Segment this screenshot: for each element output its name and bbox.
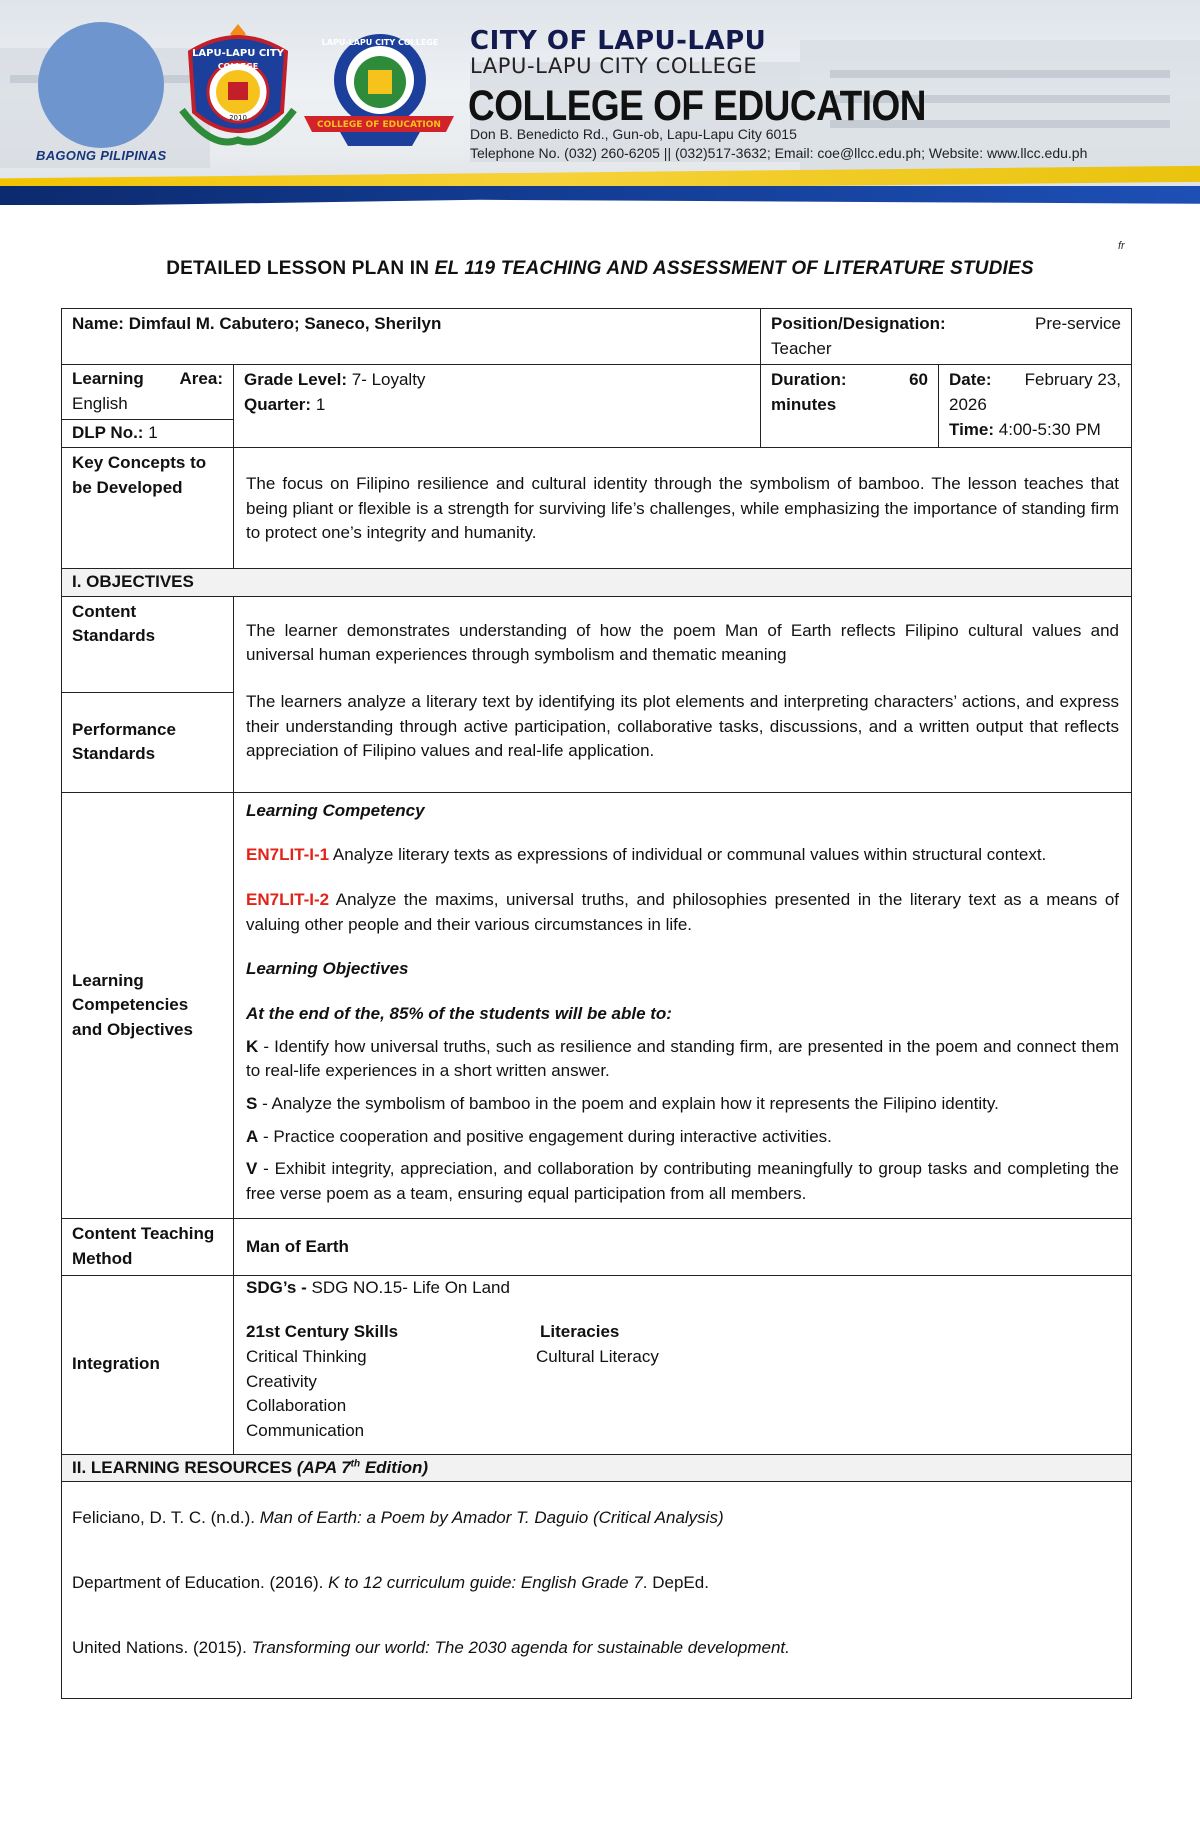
header-college: LAPU-LAPU CITY COLLEGE: [470, 54, 758, 78]
list-item: Cultural Literacy: [536, 1347, 659, 1367]
list-item: Collaboration: [246, 1396, 347, 1416]
table-row: [62, 1454, 1132, 1482]
objective-a-label: A: [246, 1126, 259, 1146]
performance-standards-text: The learners analyze a literary text by identifying its plot elements and interpreting characters’ actions, and express their understanding through active participation, collaborative tasks, discussions, and a written output that reflects appreciation of Filipino values and real-life application.: [246, 692, 1120, 761]
time-label: Time:: [949, 419, 995, 439]
learning-objectives-heading: Learning Objectives: [246, 959, 409, 979]
position-label: Position/Designation:: [771, 314, 946, 333]
literacies-column: [536, 1320, 826, 1443]
title-course: EL 119 TEACHING AND ASSESSMENT OF LITERATURE STUDIES: [434, 258, 1034, 279]
table-row: [62, 1482, 1132, 1699]
quarter-label: Quarter:: [244, 394, 312, 414]
section-objectives: I. OBJECTIVES: [62, 569, 1132, 597]
reference-item: Department of Education. (2016). K to 12 curriculum guide: English Grade 7. DepEd.: [72, 1572, 709, 1592]
quarter-value: 1: [315, 394, 326, 414]
learning-area-cell: [62, 365, 234, 448]
duration-cell: [761, 365, 939, 448]
name-label: Name:: [72, 314, 124, 333]
table-row: [62, 1275, 1132, 1454]
objective-k-label: K: [246, 1036, 259, 1056]
dlp-label: DLP No.:: [72, 422, 144, 442]
header-banner: [0, 0, 1200, 205]
objective-s-label: S: [246, 1093, 258, 1113]
svg-text:LAPU-LAPU CITY: LAPU-LAPU CITY: [192, 48, 284, 59]
objective-k-text: - Identify how universal truths, such as resilience and standing firm, are presented in the poem and connect them to real-life experiences in a short written answer.: [246, 1036, 1120, 1081]
document-title: [0, 258, 1200, 280]
objective-v-text: - Exhibit integrity, appreciation, and collaboration by contributing meaningfully to group tasks and completing the free verse poem as a team, ensuring equal participation from all members.: [246, 1159, 1120, 1203]
svg-text:LAPU-LAPU CITY COLLEGE: LAPU-LAPU CITY COLLEGE: [321, 38, 439, 47]
date-cell: [939, 365, 1132, 448]
header-address: Don B. Benedicto Rd., Gun-ob, Lapu-Lapu City 6015: [470, 126, 797, 142]
competency-text: Analyze literary texts as expressions of individual or communal values within structural context.: [329, 845, 1047, 865]
banner-window-row: [830, 70, 1170, 78]
date-label: Date:: [949, 370, 992, 390]
bagong-pilipinas-logo: [38, 22, 164, 148]
content-standards-text: The learner demonstrates understanding of how the poem Man of Earth reflects Filipino cultural values and universal human experiences through symbolism and thematic meaning: [246, 620, 1120, 665]
college-of-education-seal-logo: [300, 30, 458, 148]
reference-item: United Nations. (2015). Transforming our world: The 2030 agenda for sustainable development.: [72, 1637, 790, 1657]
competency-text: Analyze the maxims, universal truths, and philosophies presented in the literary text as a means of valuing other people and their various circumstances in life.: [246, 890, 1120, 934]
sdg-label: SDG’s -: [246, 1277, 312, 1297]
date-value-year: 2026: [949, 394, 987, 414]
duration-value: 60: [909, 370, 928, 390]
lesson-plan-table: [61, 308, 1132, 1699]
references-cell: [62, 1482, 1132, 1699]
objectives-intro: At the end of the, 85% of the students will be able to:: [246, 1003, 672, 1023]
learning-area-value: English: [72, 393, 128, 413]
lco-label: Learning Competencies and Objectives: [62, 792, 234, 1219]
standards-cell: [234, 596, 1132, 792]
grade-value: 7- Loyalty: [351, 370, 426, 390]
title-prefix: DETAILED LESSON PLAN IN: [166, 258, 435, 279]
objective-s-text: - Analyze the symbolism of bamboo in the poem and explain how it represents the Filipino identity.: [257, 1093, 999, 1113]
objective-a-text: - Practice cooperation and positive engagement during interactive activities.: [258, 1126, 832, 1146]
section-resources: [62, 1454, 1132, 1482]
ctm-value: Man of Earth: [234, 1219, 1132, 1275]
objective-v-label: V: [246, 1159, 258, 1179]
grade-cell: [234, 365, 761, 448]
llcc-seal-logo: [172, 22, 304, 152]
content-standards-label: Content Standards: [62, 596, 234, 692]
header-contact: Telephone No. (032) 260-6205 || (032)517-3632; Email: coe@llcc.edu.ph; Website: www.llcc.edu.ph: [470, 145, 1088, 161]
table-row: [62, 448, 1132, 569]
list-item: Critical Thinking: [246, 1347, 367, 1367]
integration-label: Integration: [62, 1275, 234, 1454]
learning-area-label: Learning: [72, 369, 144, 389]
table-row: [62, 792, 1132, 1219]
resources-heading: II. LEARNING RESOURCES: [72, 1457, 297, 1477]
table-row: [62, 365, 1132, 448]
competency-code: EN7LIT-I-1: [246, 845, 330, 865]
skills-heading: 21st Century Skills: [246, 1322, 399, 1342]
resources-edition: (APA 7th Edition): [296, 1457, 429, 1477]
svg-text:COLLEGE OF EDUCATION: COLLEGE OF EDUCATION: [317, 120, 441, 130]
duration-label: Duration:: [771, 370, 847, 390]
sdg-value: SDG NO.15- Life On Land: [311, 1277, 510, 1297]
key-concepts-text: The focus on Filipino resilience and cultural identity through the symbolism of bamboo. The lesson teaches that being pliant or flexible is a strength for surviving life’s challenges, while emphasizing the importance of standing firm to protect one’s integrity and humanity.: [234, 448, 1132, 569]
literacies-heading: Literacies: [540, 1322, 620, 1342]
svg-text:COLLEGE: COLLEGE: [217, 62, 259, 71]
grade-label: Grade Level:: [244, 370, 347, 390]
learning-competency-heading: Learning Competency: [246, 800, 425, 820]
table-row: [62, 569, 1132, 597]
duration-unit: minutes: [771, 394, 837, 414]
position-cell: [761, 309, 1132, 365]
header-department: COLLEGE OF EDUCATION: [468, 82, 926, 130]
table-row: [62, 596, 1132, 692]
header-city: CITY OF LAPU-LAPU: [470, 26, 767, 56]
list-item: Creativity: [246, 1371, 317, 1391]
key-concepts-label: Key Concepts to be Developed: [62, 448, 234, 569]
table-row: [62, 309, 1132, 365]
list-item: Communication: [246, 1420, 365, 1440]
bagong-pilipinas-label: BAGONG PILIPINAS: [36, 148, 167, 163]
name-value: Dimfaul M. Cabutero; Saneco, Sherilyn: [128, 314, 442, 333]
reference-item: Feliciano, D. T. C. (n.d.). Man of Earth: a Poem by Amador T. Daguio (Critical Analysis): [72, 1508, 724, 1528]
competency-code: EN7LIT-I-2: [246, 890, 330, 910]
performance-standards-label: Performance Standards: [62, 692, 234, 792]
fr-mark: fr: [1118, 240, 1125, 252]
integration-cell: [234, 1275, 1132, 1454]
time-value: 4:00-5:30 PM: [998, 419, 1101, 439]
position-value: Pre-service: [1035, 314, 1122, 333]
position-value-cont: Teacher: [771, 338, 832, 358]
ctm-label: Content Teaching Method: [62, 1219, 234, 1275]
learning-area-label-2: Area:: [179, 369, 223, 389]
name-cell: [62, 309, 761, 365]
lco-cell: [234, 792, 1132, 1219]
skills-column: [246, 1320, 536, 1443]
table-row: [62, 1219, 1132, 1275]
svg-text:2010: 2010: [229, 114, 247, 122]
date-value: February 23,: [1024, 370, 1122, 390]
dlp-value: 1: [148, 422, 158, 442]
